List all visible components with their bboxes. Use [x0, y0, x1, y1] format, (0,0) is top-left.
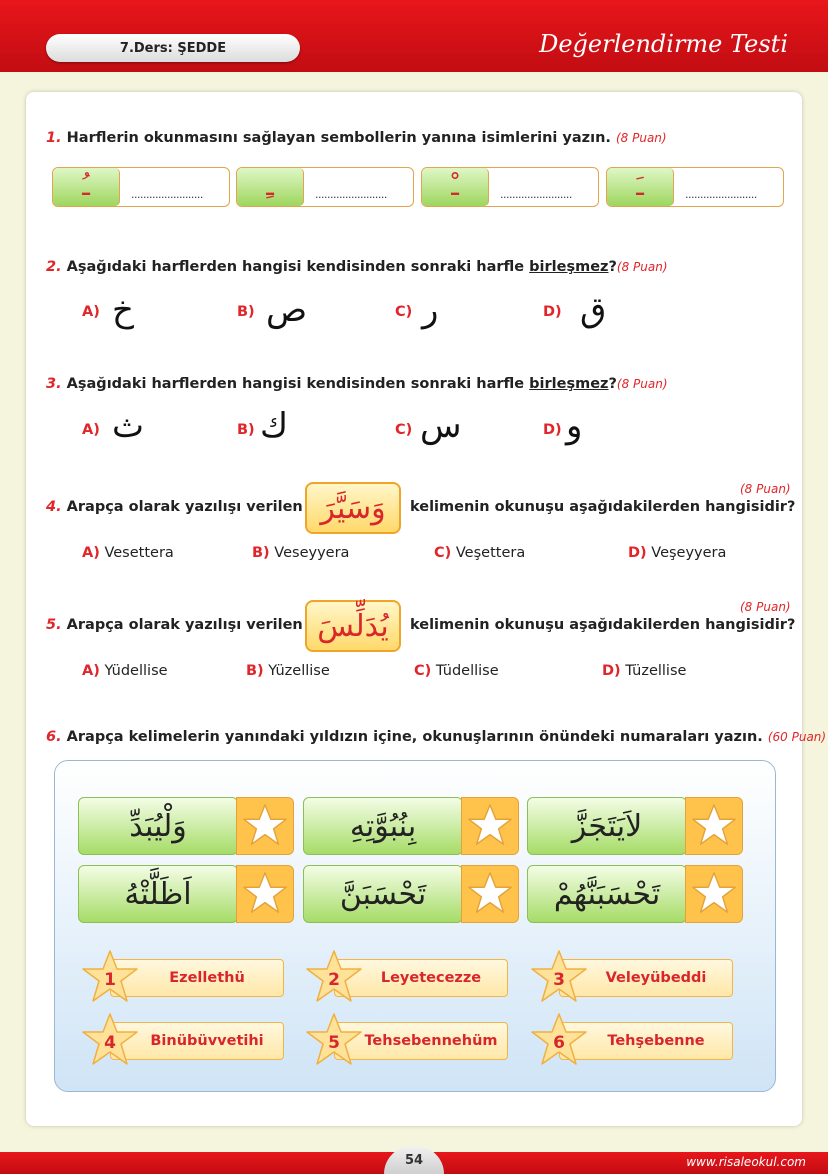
question-number: 3. [46, 376, 62, 392]
option-c[interactable]: C) Veşettera [434, 545, 526, 561]
option-c[interactable]: C) [395, 422, 413, 438]
question-points: (8 Puan) [615, 131, 667, 145]
question-points: (8 Puan) [616, 260, 668, 274]
harakat-symbol: ـُ [53, 168, 120, 206]
reading-number: 3 [553, 970, 565, 990]
option-c[interactable]: C) Tüdellise [414, 663, 499, 679]
reading-text: Ezellethü [110, 959, 284, 997]
arabic-word: وَلْيُبَدِّ [78, 797, 238, 855]
reading-number: 2 [328, 970, 340, 990]
question-1 [46, 130, 667, 146]
star-icon [690, 870, 738, 918]
option-a[interactable]: A) [82, 304, 100, 320]
reading-number: 6 [553, 1033, 565, 1053]
star-icon [241, 802, 289, 850]
header-bar [0, 0, 828, 72]
question-mark: ? [608, 376, 617, 392]
symbol-answer-box[interactable] [236, 167, 414, 207]
harakat-symbol: ـِ [237, 168, 304, 206]
reading-label [541, 959, 739, 997]
footer-bar [0, 1152, 828, 1174]
question-2 [46, 259, 668, 275]
symbol-answer-box[interactable] [52, 167, 230, 207]
option-d-letter: و [566, 406, 583, 446]
question-text: Arapça olarak yazılışı verilen [66, 617, 303, 633]
option-b[interactable]: B) [237, 422, 255, 438]
reading-text: Veleyübeddi [559, 959, 733, 997]
harakat-symbol: ـْ [422, 168, 489, 206]
arabic-word: لاَيَتَجَزَّ [527, 797, 687, 855]
reading-label [316, 959, 514, 997]
arabic-word-box: يُدَلِّسَ [305, 600, 401, 652]
arabic-word-card [78, 865, 294, 923]
lesson-label: 7.Ders: ŞEDDE [46, 34, 300, 62]
option-b[interactable]: B) Yüzellise [246, 663, 330, 679]
arabic-word-card [527, 865, 743, 923]
option-c-letter: س [420, 406, 462, 446]
option-a[interactable]: A) Yüdellise [82, 663, 168, 679]
question-text: Arapça olarak yazılışı verilen [66, 499, 303, 515]
reading-label [92, 1022, 290, 1060]
symbol-answer-box[interactable] [421, 167, 599, 207]
reading-text: Leyetecezze [334, 959, 508, 997]
reading-number: 5 [328, 1033, 340, 1053]
question-keyword: birleşmez [529, 376, 609, 392]
page-number: 54 [384, 1146, 444, 1174]
star-answer-slot[interactable] [236, 797, 294, 855]
question-number: 5. [46, 617, 62, 633]
reading-text: Tehsebennehüm [334, 1022, 508, 1060]
question-points: (8 Puan) [740, 600, 791, 614]
symbol-answer-box[interactable] [606, 167, 784, 207]
reading-text: Tehşebenne [559, 1022, 733, 1060]
answer-blank[interactable]: ........................ [685, 188, 757, 201]
option-b-letter: ك [260, 406, 289, 446]
question-6 [46, 729, 826, 745]
star-answer-slot[interactable] [685, 797, 743, 855]
option-d[interactable]: D) Veşeyyera [628, 545, 727, 561]
reading-label [541, 1022, 739, 1060]
arabic-word-card [78, 797, 294, 855]
question-keyword: birleşmez [529, 259, 609, 275]
star-answer-slot[interactable] [461, 865, 519, 923]
option-c[interactable]: C) [395, 304, 413, 320]
star-icon [466, 870, 514, 918]
site-url[interactable]: www.risaleokul.com [686, 1155, 806, 1169]
arabic-word: تَحْسَبَنَّهُمْ [527, 865, 687, 923]
option-d[interactable]: D) [543, 422, 562, 438]
question-mark: ? [608, 259, 617, 275]
question-number: 2. [46, 259, 62, 275]
option-a-letter: ث [112, 406, 145, 446]
question-text-end: kelimenin okunuşu aşağıdakilerden hangisidir? [410, 617, 796, 633]
reading-label [92, 959, 290, 997]
question-points: (8 Puan) [740, 482, 791, 496]
reading-number: 4 [104, 1033, 116, 1053]
star-icon [466, 802, 514, 850]
question-text: Arapça kelimelerin yanındaki yıldızın içine, okunuşlarının önündeki numaraları yazın. [66, 729, 763, 745]
answer-blank[interactable]: ........................ [131, 188, 203, 201]
option-d[interactable]: D) [543, 304, 562, 320]
question-number: 6. [46, 729, 62, 745]
arabic-word-card [527, 797, 743, 855]
star-answer-slot[interactable] [685, 865, 743, 923]
option-d-letter: ق [580, 290, 607, 330]
star-answer-slot[interactable] [236, 865, 294, 923]
question-number: 1. [46, 130, 62, 146]
option-a[interactable]: A) [82, 422, 100, 438]
option-c-letter: ر [422, 290, 439, 330]
reading-label [316, 1022, 514, 1060]
answer-blank[interactable]: ........................ [500, 188, 572, 201]
arabic-word: تَحْسَبَنَّ [303, 865, 463, 923]
reading-number: 1 [104, 970, 116, 990]
question-number: 4. [46, 499, 62, 515]
question-text: Harflerin okunmasını sağlayan sembollerin yanına isimlerini yazın. [66, 130, 611, 146]
arabic-word-box: وَسَيَّرَ [305, 482, 401, 534]
star-answer-slot[interactable] [461, 797, 519, 855]
option-a[interactable]: A) Vesettera [82, 545, 174, 561]
option-b-letter: ص [266, 290, 308, 330]
option-b[interactable]: B) [237, 304, 255, 320]
star-icon [241, 870, 289, 918]
option-a-letter: خ [112, 290, 134, 330]
answer-blank[interactable]: ........................ [315, 188, 387, 201]
option-d[interactable]: D) Tüzellise [602, 663, 687, 679]
question-3 [46, 376, 668, 392]
arabic-word: اَظَلَّتْهُ [78, 865, 238, 923]
arabic-word-card [303, 797, 519, 855]
question-points: (60 Puan) [767, 730, 827, 744]
question-5 [46, 617, 303, 633]
question-text-end: kelimenin okunuşu aşağıdakilerden hangisidir? [410, 499, 796, 515]
question-points: (8 Puan) [616, 377, 668, 391]
arabic-word: بِنُبُوَّتِهِ [303, 797, 463, 855]
harakat-symbol: ـَ [607, 168, 674, 206]
reading-text: Binübüvvetihi [110, 1022, 284, 1060]
star-icon [690, 802, 738, 850]
page-title: Değerlendirme Testi [539, 30, 788, 58]
option-b[interactable]: B) Veseyyera [252, 545, 350, 561]
question-text: Aşağıdaki harflerden hangisi kendisinden sonraki harfle [66, 259, 530, 275]
arabic-word-card [303, 865, 519, 923]
question-4 [46, 499, 303, 515]
question-text: Aşağıdaki harflerden hangisi kendisinden sonraki harfle [66, 376, 530, 392]
